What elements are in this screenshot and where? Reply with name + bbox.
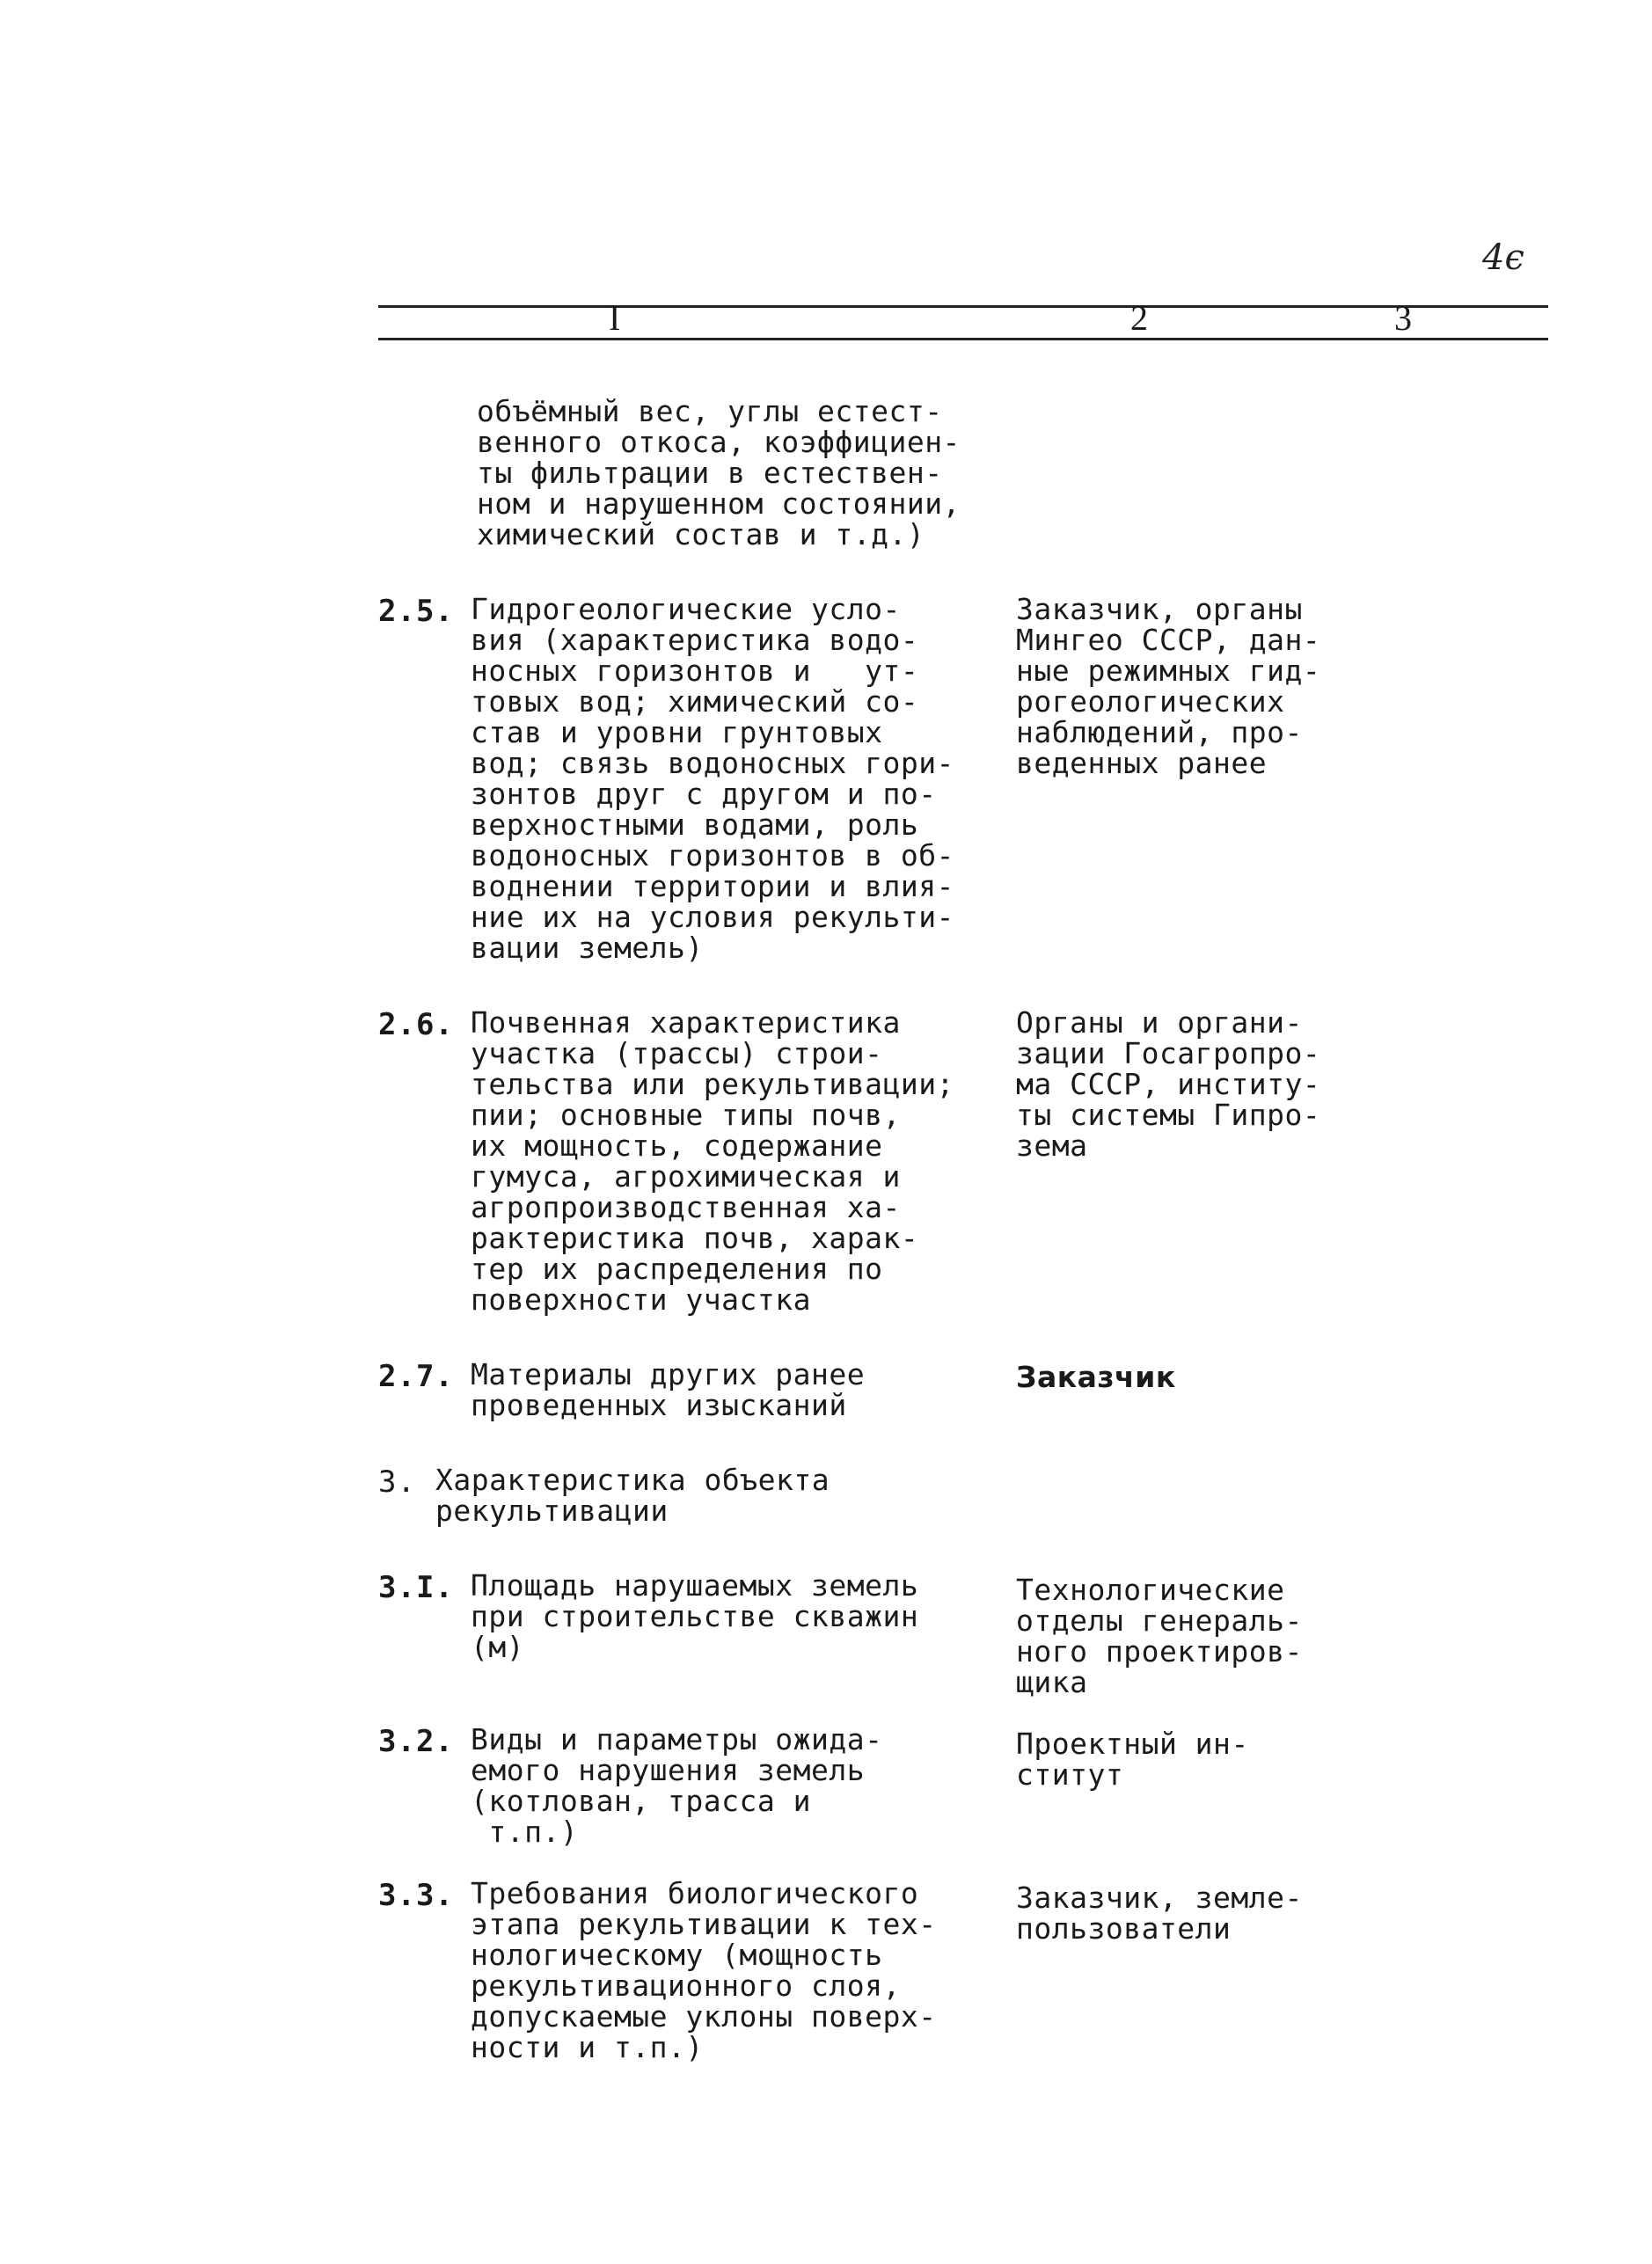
row-number: 3.2. (378, 1724, 454, 1759)
column-1-number: I (609, 298, 621, 338)
column-3-number: 3 (1394, 298, 1412, 338)
page-number: 4є (1482, 237, 1524, 278)
row-description: объёмный вес, углы естест- венного откоса, коэффициен- ты фильтрации в естествен- ном и нарушенном состоянии, химический состав и т.д.) (477, 394, 961, 551)
column-2-number: 2 (1130, 298, 1148, 338)
row-number: 2.5. (378, 594, 454, 629)
row-number: 3. (378, 1464, 416, 1500)
row-description: Гидрогеологические усло- вия (характеристика водо- носных горизонтов и ут- товых вод; химический со- став и уровни грунтовых вод; связь водоносных гори- зонтов друг с другом и по- верхностными водами, роль водоносных горизонтов в об- воднении территории и влия- ние их на условия рекульти- вации земель) (471, 592, 954, 965)
row-description: Материалы других ранее проведенных изысканий (471, 1357, 866, 1422)
row-description: Площадь нарушаемых земель при строительстве скважин (м) (471, 1568, 919, 1664)
row-source: Технологические отделы генераль- ного проектиров- щика (1016, 1573, 1303, 1699)
row-number: 2.7. (378, 1359, 454, 1394)
header-top-rule (378, 305, 1548, 308)
row-source: Заказчик (1016, 1360, 1176, 1394)
row-number: 2.6. (378, 1007, 454, 1042)
row-description: Характеристика объекта рекультивации (435, 1463, 830, 1528)
row-description: Требования биологического этапа рекультивации к тех- нологическому (мощность рекультивационного слоя, допускаемые уклоны поверх- ности и т.п.) (471, 1876, 937, 2064)
row-number: 3.3. (378, 1878, 454, 1913)
row-source: Проектный ин- ститут (1016, 1727, 1249, 1792)
header-bottom-rule (378, 338, 1548, 340)
row-source: Заказчик, органы Мингео СССР, дан- ные режимных гид- рогеологических наблюдений, про- веденных ранее (1016, 592, 1321, 780)
row-number: 3.I. (378, 1570, 454, 1605)
row-description: Почвенная характеристика участка (трассы) строи- тельства или рекультивации; пии; основные типы почв, их мощность, содержание гумуса, агрохимическая и агропроизводственная ха- рактеристика почв, харак- тер их распределения по поверхности участка (471, 1005, 954, 1317)
row-source: Заказчик, земле- пользователи (1016, 1881, 1303, 1946)
row-description: Виды и параметры ожида- емого нарушения земель (котлован, трасса и т.п.) (471, 1722, 883, 1849)
row-source: Органы и органи- зации Госагропро- ма СССР, институ- ты системы Гипро- зема (1016, 1005, 1321, 1163)
